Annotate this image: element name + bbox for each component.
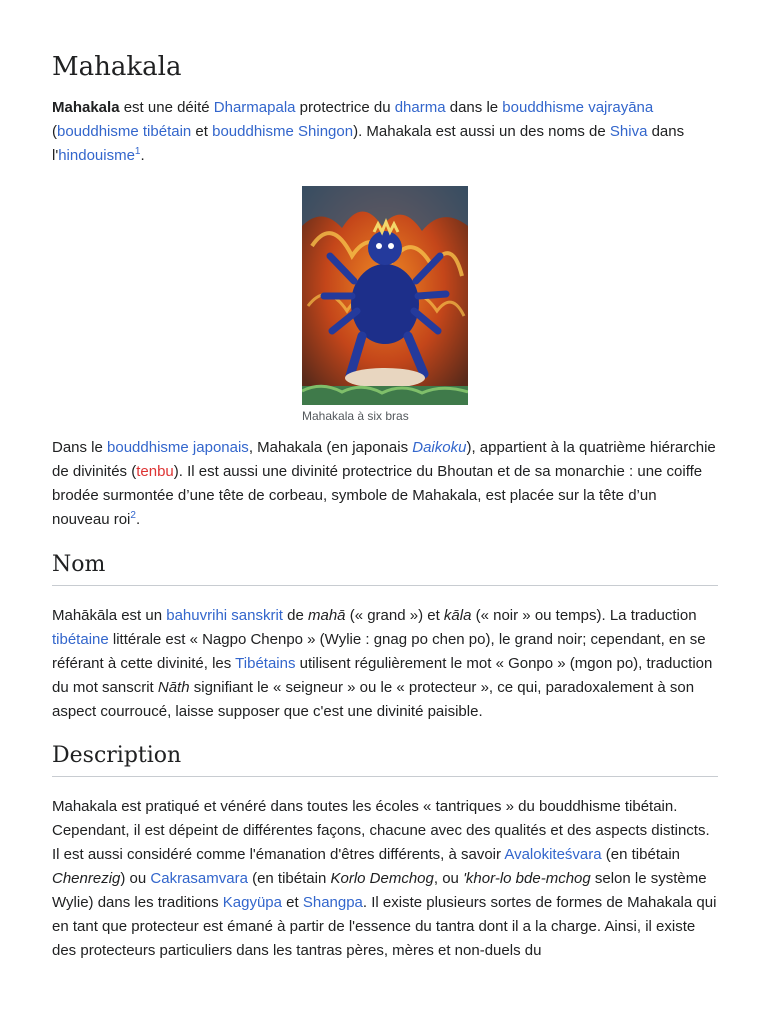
reference-1[interactable]: 1 [134,146,141,157]
link-hindouisme[interactable]: hindouisme [58,147,135,164]
paragraph-japan [52,436,718,532]
section-heading-nom: Nom [52,552,718,586]
link-bouddhisme-japonais[interactable]: bouddhisme japonais [107,439,249,456]
text: protectrice du [295,99,395,116]
text: . [135,511,141,528]
link-dharmapala[interactable]: Dharmapala [213,99,296,116]
text: et [191,123,213,140]
text: dans le [445,99,503,116]
italic-term: kāla [443,607,472,624]
link-daikoku[interactable]: Daikoku [412,439,467,456]
italic-term: 'khor-lo bde-mchog [463,870,591,887]
text: , Mahakala (en japonais [248,439,413,456]
text: et [281,894,303,911]
italic-term: Korlo Demchog [330,870,434,887]
figure-mahakala [302,186,468,423]
text: (« noir » ou temps). La traduction [471,607,697,624]
text: dans l' [52,123,685,164]
text: utilisent régulièrement le mot « Gonpo » (mgon po), traduction du mot sanscrit [52,655,713,696]
page-title: Mahakala [52,52,182,82]
link-dharma[interactable]: dharma [394,99,446,116]
figure-caption: Mahakala à six bras [302,409,409,423]
link-tenbu[interactable]: tenbu [136,463,174,480]
link-cakrasamvara[interactable]: Cakrasamvara [150,870,248,887]
link-bouddhisme-vajrayana[interactable]: bouddhisme vajrayāna [502,99,654,116]
text: . [140,147,145,164]
intro-bold-term: Mahakala [52,99,120,116]
text: (« grand ») et [345,607,444,624]
text: ( [52,123,57,140]
italic-term: Chenrezig [52,870,121,887]
text: ), appartient à la quatrième hiérarchie de divinités ( [52,439,716,480]
reference-2[interactable]: 2 [130,510,136,521]
text: , ou [433,870,464,887]
link-kagyupa[interactable]: Kagyüpa [222,894,282,911]
text: (en tibétain [247,870,331,887]
link-shangpa[interactable]: Shangpa [302,894,363,911]
text: ). Mahakala est aussi un des noms de [353,123,610,140]
intro-paragraph [52,96,718,168]
text: Mahākāla est un [52,607,167,624]
link-shiva[interactable]: Shiva [609,123,648,140]
text: . Il existe plusieurs sortes de formes de Mahakala qui en tant que protecteur est émané à partir de l'essence du tantra dont il a la charge. Ainsi, il existe des protecteurs particuliers dans les tantras pères, mères et non-duels du [52,894,717,959]
text: de [282,607,308,624]
text: est une déité [119,99,214,116]
text: (en tibétain [601,846,681,863]
link-tibetaine[interactable]: tibétaine [52,631,109,648]
text: signifiant le « seigneur » ou le « protecteur », ce qui, paradoxalement à son aspect courroucé, laisse supposer que c'est une divinité paisible. [52,679,695,720]
text: Mahakala est pratiqué et vénéré dans toutes les écoles « tantriques » du bouddhisme tibétain. Cependant, il est dépeint de différentes façons, chacune avec des qualités et des aspects distincts. Il est aussi considéré comme l'émanation d'êtres différents, à savoir [52,798,710,863]
text: ). Il est aussi une divinité protectrice du Bhoutan et de sa monarchie : une coiffe brodée surmontée d’une tête de corbeau, symbole de Mahakala, est placée sur la tête d’un nouveau roi [52,463,703,528]
mahakala-thangka-image[interactable] [302,186,468,405]
link-bouddhisme-tibetain[interactable]: bouddhisme tibétain [57,123,192,140]
section-heading-description: Description [52,743,718,777]
text: littérale est « Nagpo Chenpo » (Wylie : gnag po chen po), le grand noir; cependant, en se référant à cette divinité, les [52,631,706,672]
paragraph-description [52,795,718,963]
text: ) ou [120,870,151,887]
text: selon le système Wylie) dans les traditions [52,870,707,911]
link-bouddhisme-shingon[interactable]: bouddhisme Shingon [212,123,354,140]
paragraph-nom [52,604,718,724]
link-tibetains[interactable]: Tibétains [235,655,296,672]
text: Dans le [52,439,108,456]
italic-term: mahā [308,607,346,624]
link-bahuvrihi-sanskrit[interactable]: bahuvrihi sanskrit [166,607,283,624]
italic-term: Nāth [157,679,190,696]
link-avalokitesvara[interactable]: Avalokiteśvara [504,846,602,863]
